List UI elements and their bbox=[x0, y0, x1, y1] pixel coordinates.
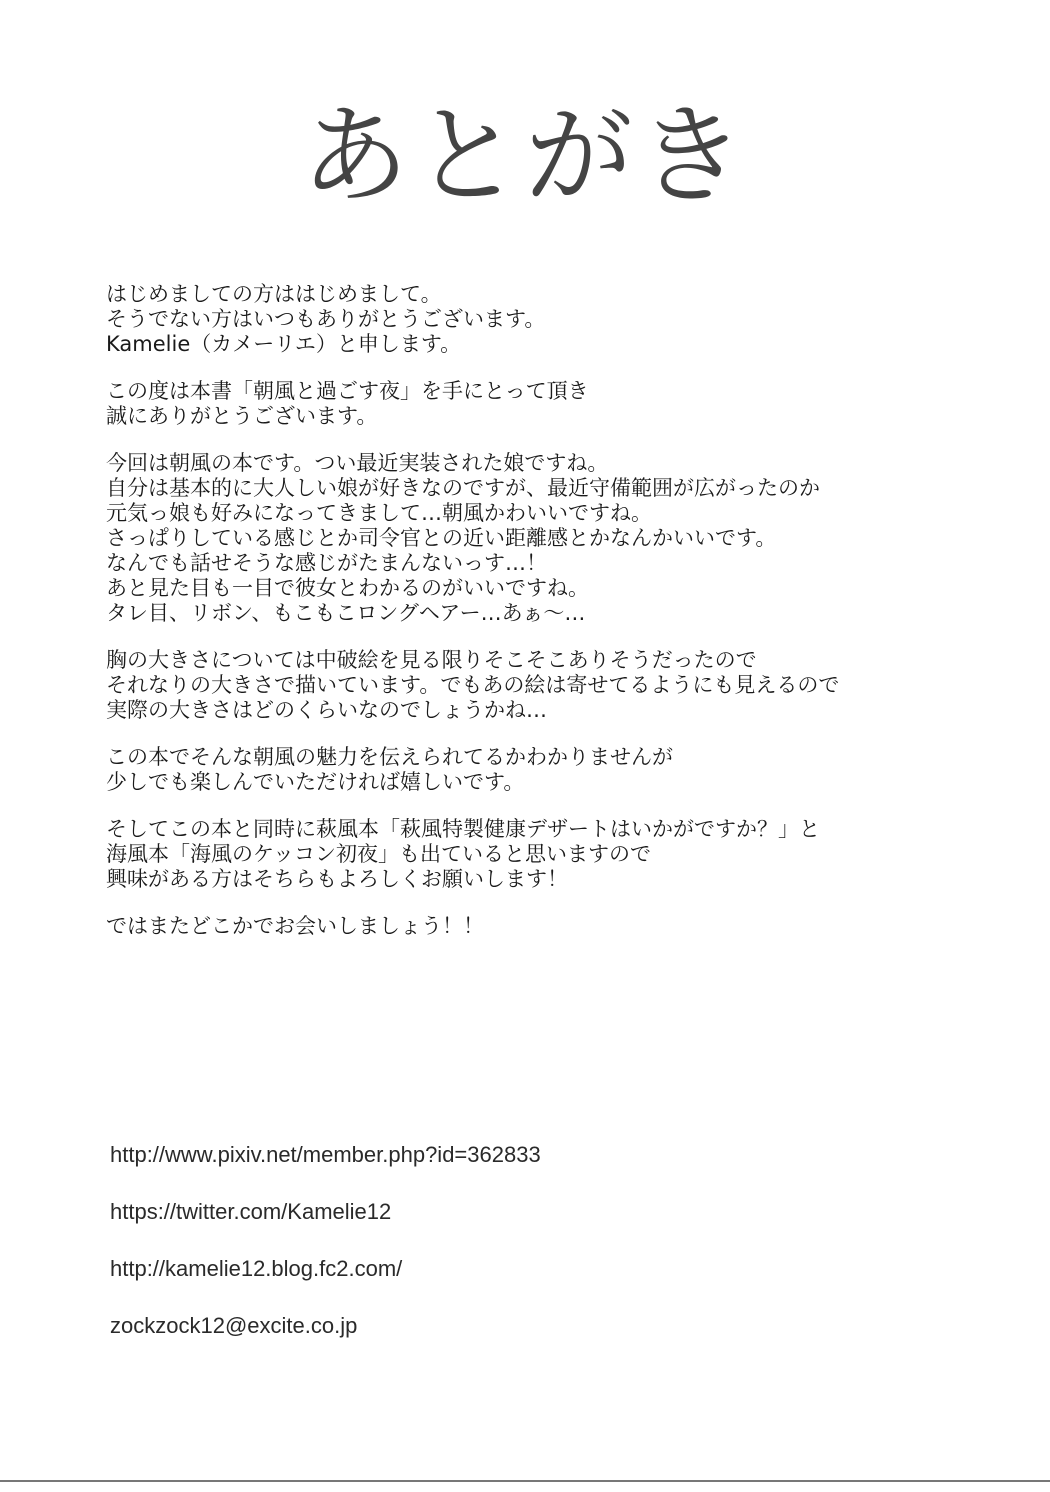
text-line: 興味がある方はそちらもよろしくお願いします！ bbox=[106, 867, 568, 891]
twitter-link[interactable]: https://twitter.com/Kamelie12 bbox=[110, 1199, 392, 1224]
text-line: それなりの大きさで描いています。でもあの絵は寄せてるようにも見えるので bbox=[106, 673, 840, 697]
paragraph-thanks bbox=[106, 379, 986, 429]
text-line: 自分は基本的に大人しい娘が好きなのですが、最近守備範囲が広がったのか bbox=[106, 476, 820, 500]
text-line: Kamelie（カメーリエ）と申します。 bbox=[106, 332, 462, 356]
paragraph-drawing-notes bbox=[106, 648, 986, 723]
text-line: あと見た目も一目で彼女とわかるのがいいですね。 bbox=[106, 576, 589, 600]
text-line: 元気っ娘も好みになってきまして…朝風かわいいですね。 bbox=[106, 501, 652, 525]
text-line: はじめましての方ははじめまして。 bbox=[106, 282, 442, 306]
text-line: ではまたどこかでお会いしましょう！！ bbox=[106, 914, 484, 938]
paragraph-greeting bbox=[106, 282, 986, 357]
bottom-divider bbox=[0, 1480, 1050, 1482]
text-line: 海風本「海風のケッコン初夜」も出ていると思いますので bbox=[106, 842, 651, 866]
text-line: この度は本書「朝風と過ごす夜」を手にとって頂き bbox=[106, 379, 589, 403]
contact-links bbox=[110, 1140, 910, 1368]
text-line: さっぱりしている感じとか司令官との近い距離感とかなんかいいです。 bbox=[106, 526, 777, 550]
text-line: 今回は朝風の本です。つい最近実装された娘ですね。 bbox=[106, 451, 609, 475]
text-line: 少しでも楽しんでいただければ嬉しいです。 bbox=[106, 770, 525, 794]
afterword-body bbox=[106, 282, 986, 961]
text-line: そうでない方はいつもありがとうございます。 bbox=[106, 307, 546, 331]
text-line: 胸の大きさについては中破絵を見る限りそこそこありそうだったので bbox=[106, 648, 757, 672]
text-line: 実際の大きさはどのくらいなのでしょうかね… bbox=[106, 698, 547, 722]
text-line: タレ目、リボン、もこもこロングヘアー…あぁ～… bbox=[106, 601, 586, 625]
pixiv-link[interactable]: http://www.pixiv.net/member.php?id=362833 bbox=[110, 1142, 541, 1167]
paragraph-about-asakaze bbox=[106, 451, 986, 626]
text-line: なんでも話せそうな感じがたまんないっす…！ bbox=[106, 551, 547, 575]
text-line: この本でそんな朝風の魅力を伝えられてるかわかりませんが bbox=[106, 745, 673, 769]
paragraph-hope bbox=[106, 745, 986, 795]
email-address[interactable]: zockzock12@excite.co.jp bbox=[110, 1313, 358, 1338]
paragraph-other-books bbox=[106, 817, 986, 892]
blog-link[interactable]: http://kamelie12.blog.fc2.com/ bbox=[110, 1256, 403, 1281]
paragraph-farewell bbox=[106, 914, 986, 939]
text-line: そしてこの本と同時に萩風本「萩風特製健康デザートはいかがですか？」と bbox=[106, 817, 820, 841]
page-title: あとがき bbox=[300, 94, 749, 219]
text-line: 誠にありがとうございます。 bbox=[106, 404, 378, 428]
